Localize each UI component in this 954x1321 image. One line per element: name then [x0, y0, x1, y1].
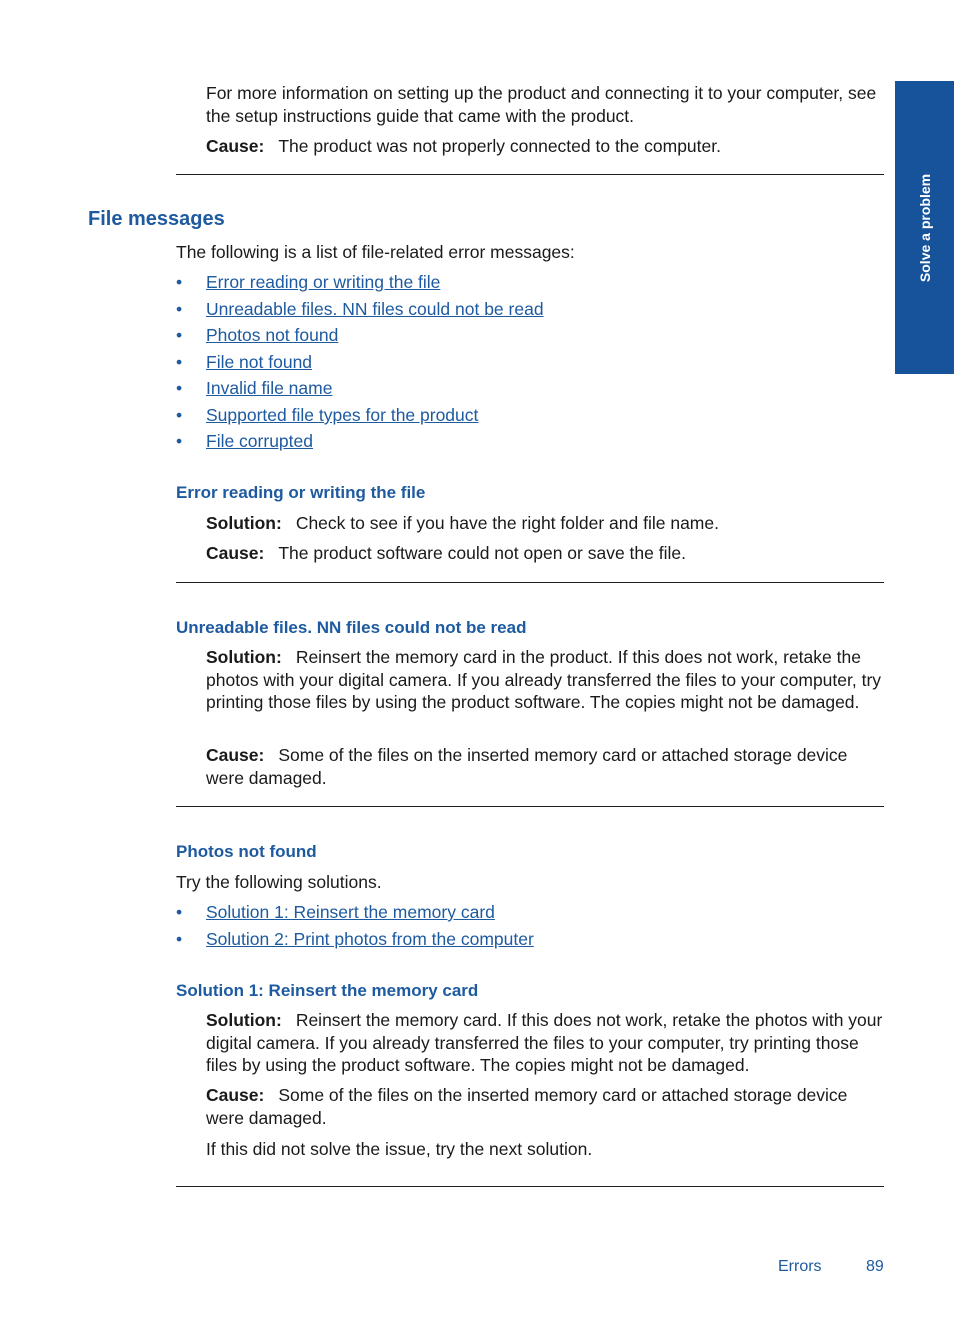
link-error-reading-writing[interactable]: Error reading or writing the file	[206, 272, 441, 292]
divider	[176, 582, 884, 583]
intro-text: For more information on setting up the product and connecting it to your computer, see the setup instructions guide that came with the product.	[206, 83, 877, 126]
cause-label: Cause:	[206, 745, 265, 765]
link-unreadable-files[interactable]: Unreadable files. NN files could not be read	[206, 299, 544, 319]
bullet: •	[176, 352, 183, 372]
bullet: •	[176, 902, 183, 922]
link-invalid-file-name[interactable]: Invalid file name	[206, 378, 333, 398]
cause-text: The product was not properly connected to the computer.	[278, 136, 721, 156]
divider	[176, 1186, 884, 1187]
solution-text: Reinsert the memory card. If this does not work, retake the photos with your digital camera. If you already transferred the files to your computer, try printing those files by using the product software. The copies might not be damaged.	[206, 1010, 883, 1075]
subheading-unreadable-files: Unreadable files. NN files could not be read	[176, 618, 527, 637]
solution-text: Reinsert the memory card in the product. If this does not work, retake the photos with your digital camera. If you already transferred the files to your computer, try printing those files by using the product software. The copies might not be damaged.	[206, 647, 882, 712]
intro-cause	[206, 135, 886, 158]
unreadable-cause	[206, 744, 886, 789]
bullet: •	[176, 929, 183, 949]
cause-label: Cause:	[206, 543, 265, 563]
footer-section: Errors	[778, 1258, 822, 1275]
bullet: •	[176, 405, 183, 425]
link-file-not-found[interactable]: File not found	[206, 352, 313, 372]
unreadable-solution	[206, 646, 886, 714]
bullet: •	[176, 272, 183, 292]
section-heading-file-messages: File messages	[88, 208, 225, 230]
subheading-solution-1: Solution 1: Reinsert the memory card	[176, 981, 479, 1000]
solution-label: Solution:	[206, 647, 282, 667]
cause-label: Cause:	[206, 136, 265, 156]
link-supported-file-types[interactable]: Supported file types for the product	[206, 405, 479, 425]
solution-label: Solution:	[206, 1010, 282, 1030]
divider	[176, 174, 884, 175]
link-photos-not-found[interactable]: Photos not found	[206, 325, 339, 345]
bullet: •	[176, 325, 183, 345]
subheading-error-reading-writing: Error reading or writing the file	[176, 483, 426, 502]
solution1-cause	[206, 1084, 886, 1129]
cause-text: Some of the files on the inserted memory card or attached storage device were damaged.	[206, 745, 848, 788]
cause-label: Cause:	[206, 1085, 265, 1105]
solution1-next: If this did not solve the issue, try the next solution.	[206, 1139, 593, 1159]
error-rw-cause	[206, 542, 886, 565]
photos-not-found-lead: Try the following solutions.	[176, 872, 382, 892]
error-rw-solution	[206, 512, 886, 535]
bullet: •	[176, 378, 183, 398]
cause-text: The product software could not open or save the file.	[278, 543, 686, 563]
bullet: •	[176, 299, 183, 319]
link-file-corrupted[interactable]: File corrupted	[206, 431, 313, 451]
solution-label: Solution:	[206, 513, 282, 533]
side-tab	[895, 81, 954, 374]
bullet: •	[176, 431, 183, 451]
solution1-solution	[206, 1009, 886, 1077]
file-messages-lead: The following is a list of file-related error messages:	[176, 242, 575, 262]
link-solution-1[interactable]: Solution 1: Reinsert the memory card	[206, 902, 495, 922]
side-tab-label: Solve a problem	[916, 173, 933, 282]
page-number: 89	[866, 1258, 884, 1275]
solution-text: Check to see if you have the right folder and file name.	[295, 513, 719, 533]
subheading-photos-not-found: Photos not found	[176, 842, 317, 861]
cause-text: Some of the files on the inserted memory card or attached storage device were damaged.	[206, 1085, 848, 1128]
link-solution-2[interactable]: Solution 2: Print photos from the computer	[206, 929, 534, 949]
divider	[176, 806, 884, 807]
